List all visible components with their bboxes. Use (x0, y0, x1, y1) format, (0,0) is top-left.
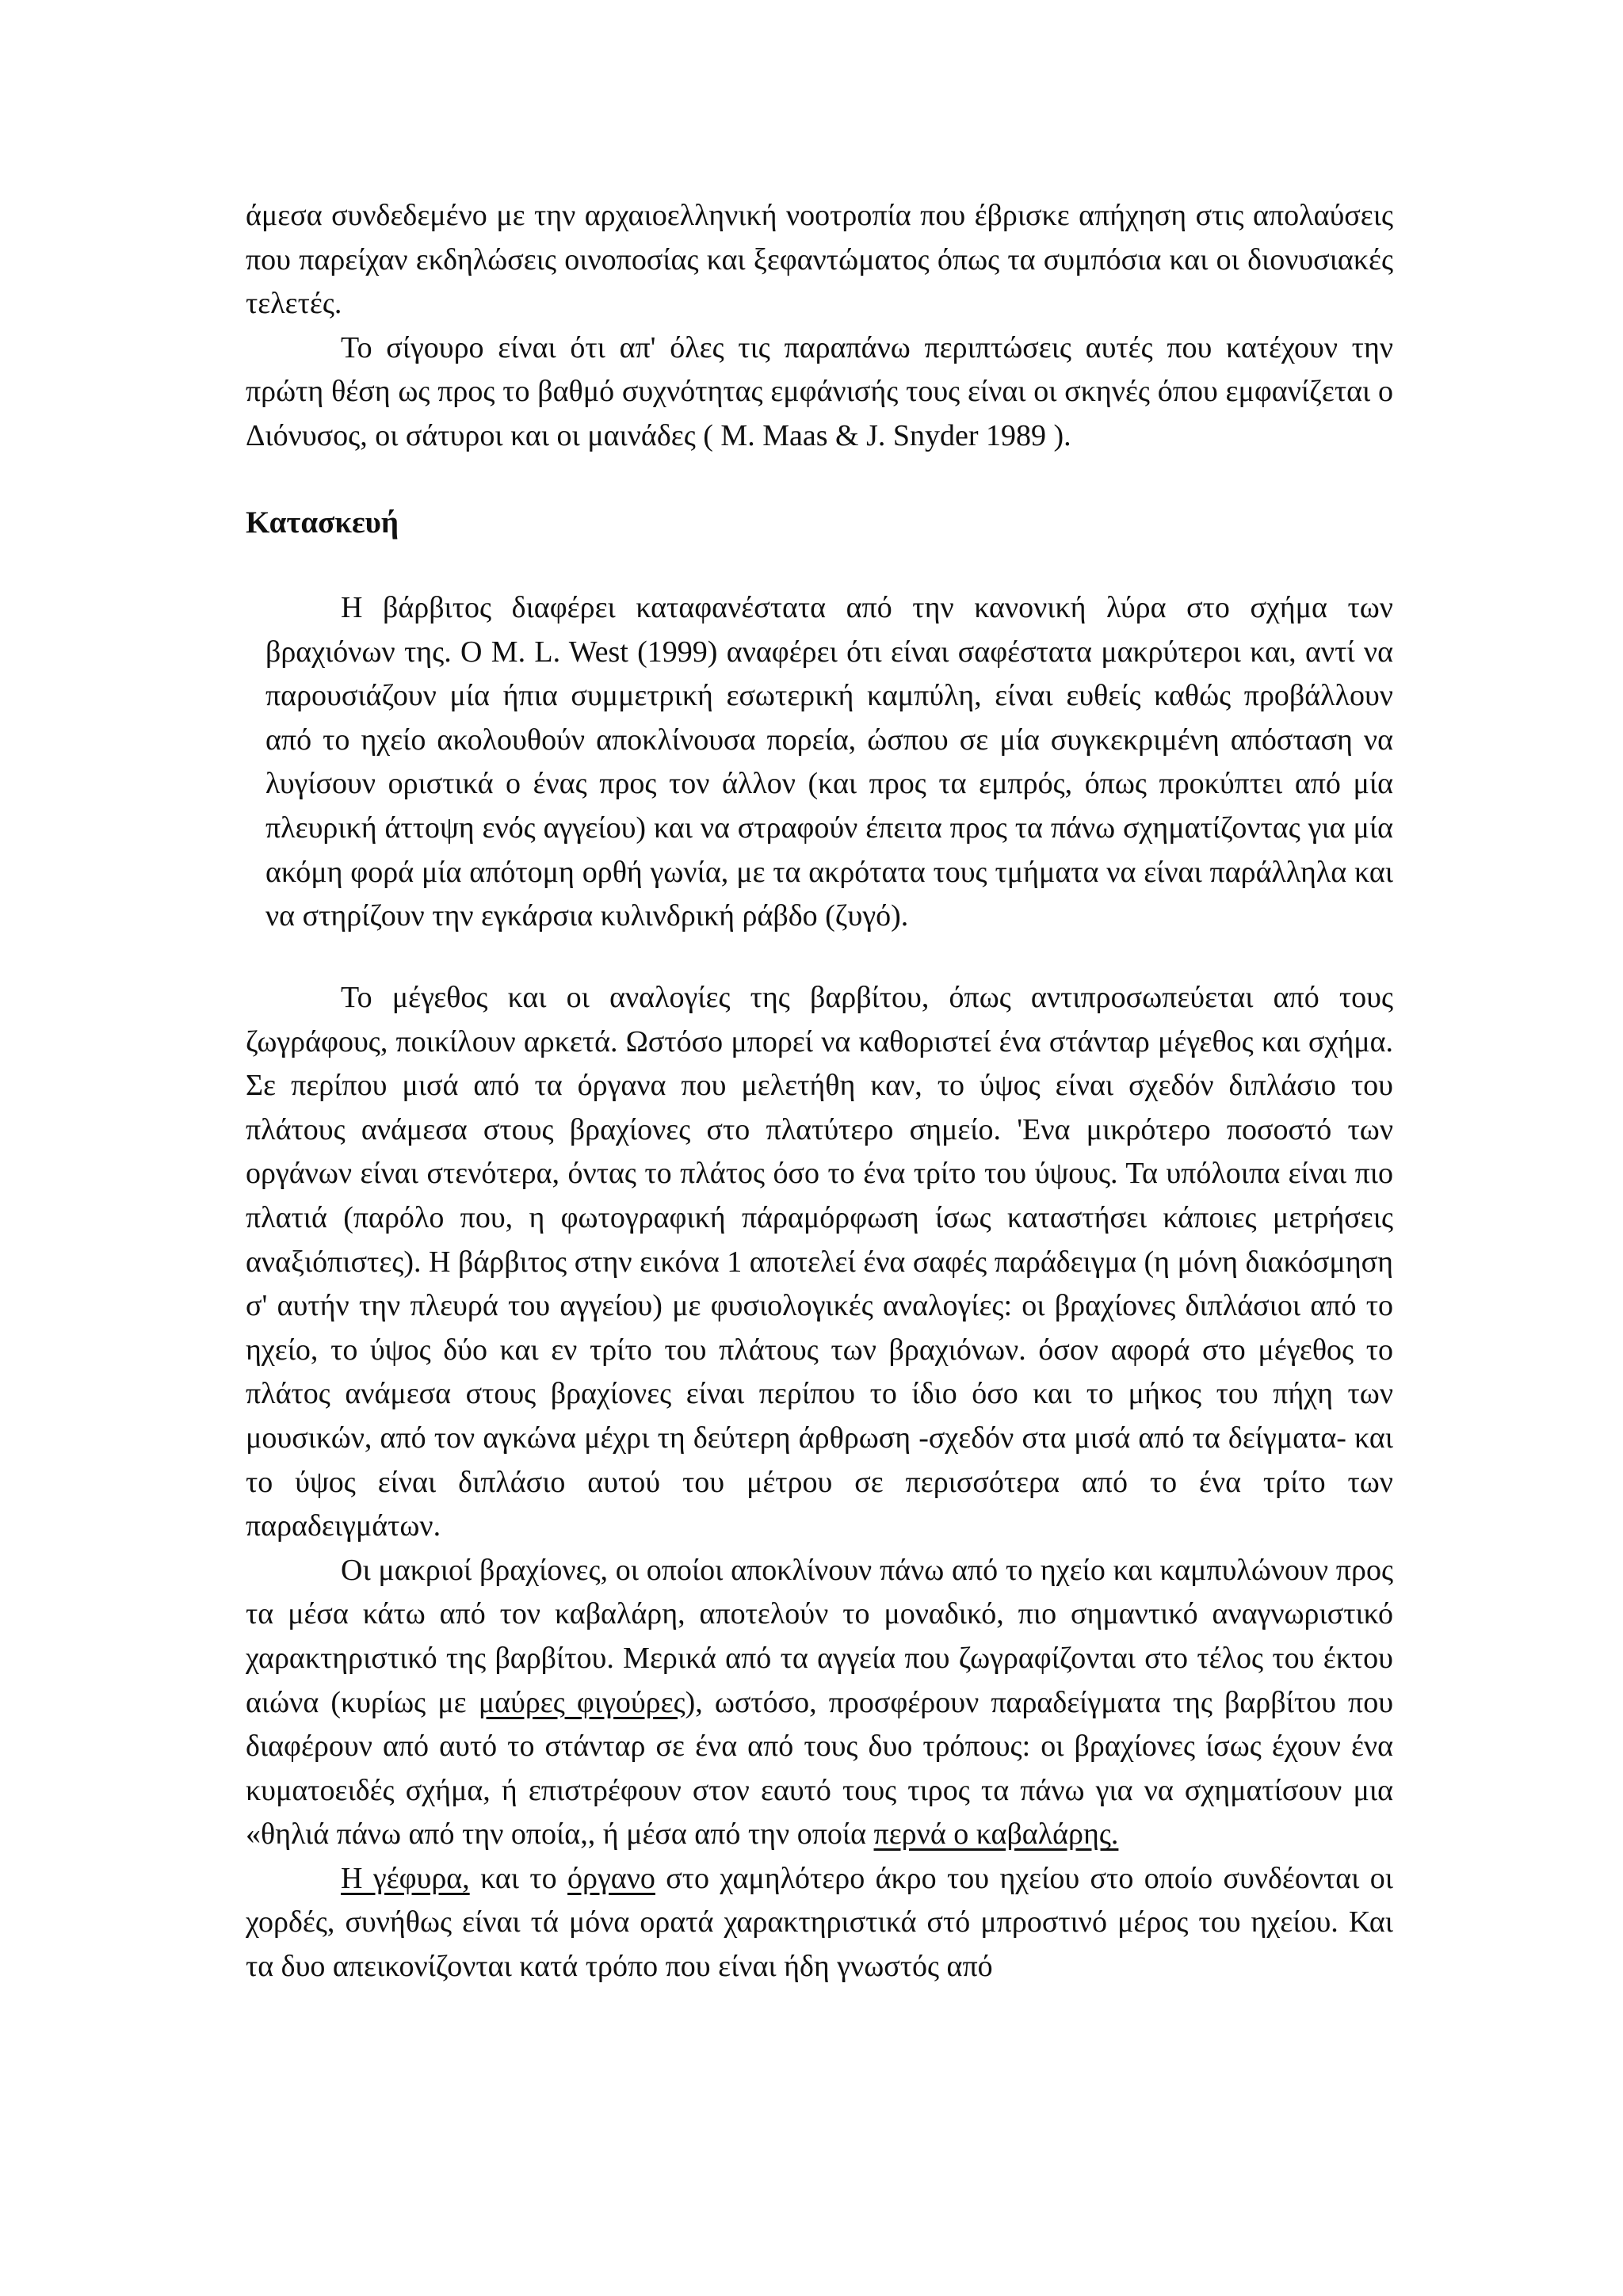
opening-section (246, 194, 1393, 459)
paragraph-bridge-text-2: στο χαμηλότερο άκρο του ηχείου στο οποίο συνδέονται οι χορδές, συνήθως είναι τά μόνα ορατά χαρακτηριστικά στό μπροστινό μέρος του ηχείου. Και τα δυο απεικονίζονται κατά τρόπο που είναι ήδη γνωστός από (246, 1861, 1394, 1984)
paragraph-barbitos-arms: Η βάρβιτος διαφέρει καταφανέστατα από την κανονική λύρα στο σχήμα των βραχιόνων της. Ο M. L. West (1999) αναφέρει ότι είναι σαφέστατα μακρύτεροι και, αντί να παρουσιάζουν μία ήπια συμμετρική εσωτερική καμπύλη, είναι ευθείς καθώς προβάλλουν από το ηχείο ακολουθούν αποκλίνουσα πορεία, ώσπου σε μία συγκεκριμένη απόσταση να λυγίσουν οριστικά ο ένας προς τον άλλον (και προς τα εμπρός, όπως προκύπτει από μία πλευρική άττοψη ενός αγγείου) και να στραφούν έπειτα προς τα πάνω σχηματίζοντας για μία ακόμη φορά μία απότομη ορθή γωνία, με τα ακρότατα τους τμήματα να είναι παράλληλα και να στηρίζουν την εγκάρσια κυλινδρική ράβδο (ζυγό). (265, 591, 1393, 933)
link-organ[interactable]: όργανο (567, 1861, 655, 1895)
proportions-section (246, 976, 1393, 1989)
construction-section (265, 586, 1393, 939)
link-black-figures[interactable]: μαύρες φιγούρες (478, 1685, 685, 1719)
paragraph-size-proportions: Το μέγεθος και οι αναλογίες της βαρβίτου, όπως αντιπροσωπεύεται από τους ζωγράφους, ποικίλουν αρκετά. Ωστόσο μπορεί να καθοριστεί ένα στάνταρ μέγεθος και σχήμα. Σε περίπου μισά από τα όργανα που μελετήθη καν, το ύψος είναι σχεδόν διπλάσιο του πλάτους ανάμεσα στους βραχίονες στο πλατύτερο σημείο. 'Ενα μικρότερο ποσοστό των οργάνων είναι στενότερα, όντας το πλάτος όσο το ένα τρίτο του ύψους. Τα υπόλοιπα είναι πιο πλατιά (παρόλο που, η φωτογραφική πάραμόρφωση ίσως καταστήσει κάποιες μετρήσεις αναξιόπιστες). Η βάρβιτος στην εικόνα 1 αποτελεί ένα σαφές παράδειγμα (η μόνη διακόσμηση σ' αυτήν την πλευρά του αγγείου) με φυσιολογικές αναλογίες: οι βραχίονες διπλάσιοι από το ηχείο, το ύψος δύο και εν τρίτο του πλάτους των βραχιόνων. όσον αφορά στο μέγεθος το πλάτος ανάμεσα στους βραχίονες είναι περίπου το ίδιο όσο και το μήκος του πήχη των μουσικών, από τον αγκώνα μέχρι τη δεύτερη άρθρωση -σχεδόν στα μισά από τα δείγματα- και το ύψος είναι διπλάσιο αυτού του μέτρου σε περισσότερα από το ένα τρίτο των παραδειγμάτων. (246, 981, 1393, 1543)
paragraph-bridge (246, 1857, 1393, 1989)
paragraph-long-arms-text-start: Οι μακριοί βραχίονες, οι οποίοι αποκλίνουν πάνω από το ηχείο και καμπυλώνουν προς τα μέσα κάτω από τον καβαλάρη, αποτελούν το μοναδικό, πιο σημαντικό αναγνωριστικό χαρακτηριστικό της βαρβίτου. Μερικά από τα αγγεία που ζωγραφίζονται στο τέλος του έκτου αιώνα (κυρίως με (246, 1553, 1393, 1719)
link-bridge[interactable]: Η γέφυρα, (341, 1861, 470, 1895)
paragraph-long-arms-text-middle: ), ωστόσο, προσφέρουν παραδείγματα της βαρβίτου που διαφέρουν από αυτό το στάνταρ σε ένα από τους δυο τρόπους: οι βραχίονες ίσως έχουν ένα κυματοειδές σχήμα, ή επιστρέφουν στον εαυτό τους τιρος τα πάνω για να σχηματίσουν μια «θηλιά πάνω από την οποία,, ή μέσα από την οποία (246, 1685, 1394, 1852)
intro-paragraph: άμεσα συνδεδεμένο με την αρχαιοελληνική νοοτροπία που έβρισκε απήχηση στις απολαύσεις που παρείχαν εκδηλώσεις οινοποσίας και ξεφαντώματος όπως τα συμπόσια και οι διονυσιακές τελετές. (246, 199, 1393, 321)
paragraph-dionysus-scenes: Το σίγουρο είναι ότι απ' όλες τις παραπάνω περιπτώσεις αυτές που κατέχουν την πρώτη θέση ως προς το βαθμό συχνότητας εμφάνισής τους είναι οι σκηνές όπου εμφανίζεται ο Διόνυσος, οι σάτυροι και οι μαινάδες ( M. Maas & J. Snyder 1989 ). (246, 330, 1393, 452)
link-bridge-passes[interactable]: περνά ο καβαλάρης. (873, 1817, 1119, 1852)
paragraph-long-arms (246, 1549, 1393, 1857)
section-heading: Κατασκευή (246, 505, 399, 540)
paragraph-bridge-text-1: και το (469, 1861, 568, 1895)
